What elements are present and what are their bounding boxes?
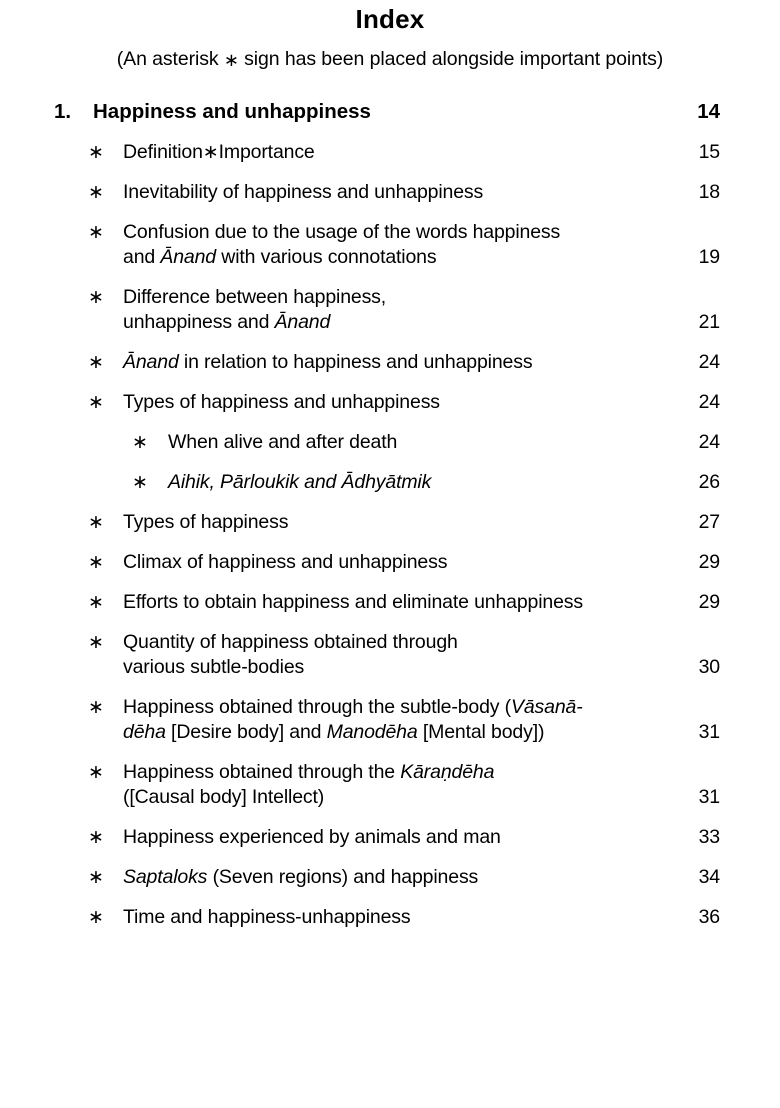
entry-line — [123, 350, 658, 375]
chapter-number: 1. — [54, 100, 72, 123]
entry-bullet-cell — [0, 825, 123, 850]
entry-bullet-cell — [0, 220, 123, 245]
entry-line: When alive and after death — [168, 431, 398, 453]
index-entry[interactable] — [0, 285, 780, 335]
index-entry[interactable] — [0, 390, 780, 415]
index-entry[interactable] — [0, 550, 780, 575]
entry-term-italic: dēha — [123, 721, 166, 743]
entry-page-number: 24 — [698, 351, 720, 373]
entry-text-segment: in relation to happiness and unhappiness — [178, 351, 533, 373]
asterisk-icon: ∗ — [88, 287, 104, 308]
entry-text — [123, 350, 664, 375]
entry-line — [123, 245, 658, 270]
entry-line — [168, 470, 658, 495]
asterisk-icon: ∗ — [88, 762, 104, 783]
entry-page-number: 34 — [698, 866, 720, 888]
index-entry-list — [0, 140, 780, 930]
entry-page-number: 31 — [698, 786, 720, 808]
page-title: Index — [355, 4, 425, 34]
entry-term-italic: Aihik, Pārloukik and Ādhyātmik — [168, 471, 432, 493]
entry-page-number: 24 — [698, 391, 720, 413]
index-entry[interactable] — [0, 430, 780, 455]
entry-text-segment: and — [123, 246, 161, 268]
entry-page-number: 31 — [698, 721, 720, 743]
entry-line: Happiness experienced by animals and man — [123, 826, 501, 848]
entry-text — [123, 590, 686, 615]
entry-bullet-cell — [0, 180, 123, 205]
entry-line — [123, 310, 658, 335]
entry-text-segment: ([Causal body] Intellect) — [123, 786, 325, 808]
page-subtitle — [0, 34, 780, 72]
asterisk-icon: ∗ — [88, 697, 104, 718]
chapter-heading[interactable] — [0, 99, 780, 125]
entry-bullet-cell — [0, 140, 123, 165]
entry-term-italic: Vāsanā- — [511, 696, 583, 718]
entry-line — [123, 865, 658, 890]
entry-term-italic: Ānand — [274, 311, 331, 333]
entry-text — [123, 140, 664, 165]
entry-line: various subtle-bodies — [123, 656, 305, 678]
asterisk-icon: ∗ — [88, 182, 104, 203]
entry-text — [123, 905, 664, 930]
entry-text — [123, 390, 664, 415]
entry-term-italic: Saptaloks — [123, 866, 208, 888]
asterisk-icon: ∗ — [88, 632, 104, 653]
index-entry[interactable] — [0, 760, 780, 810]
index-entry[interactable] — [0, 180, 780, 205]
entry-page-number: 30 — [698, 656, 720, 678]
entry-text — [123, 695, 664, 745]
entry-page-number: 18 — [698, 181, 720, 203]
entry-text-segment: Happiness obtained through the subtle-body ( — [123, 696, 511, 718]
entry-page-number: 15 — [698, 141, 720, 163]
asterisk-icon: ∗ — [88, 552, 104, 573]
entry-page-number: 27 — [698, 511, 720, 533]
asterisk-icon: ∗ — [88, 352, 104, 373]
entry-subitem-b: Importance — [218, 141, 315, 163]
entry-line: Climax of happiness and unhappiness — [123, 551, 448, 573]
entry-line: Efforts to obtain happiness and eliminate unhappiness — [123, 591, 584, 613]
entry-bullet-cell — [0, 510, 123, 535]
entry-text — [123, 510, 664, 535]
subtitle-text-before: (An asterisk — [116, 48, 224, 70]
entry-text-segment: unhappiness and — [123, 311, 275, 333]
entry-page-number: 29 — [698, 591, 720, 613]
index-entry[interactable] — [0, 140, 780, 165]
entry-page-number: 19 — [698, 246, 720, 268]
asterisk-icon: ∗ — [132, 472, 148, 493]
asterisk-icon: ∗ — [88, 222, 104, 243]
entry-bullet-cell — [0, 760, 123, 785]
entry-page-number: 33 — [698, 826, 720, 848]
entry-page-number: 36 — [698, 906, 720, 928]
entry-text-segment: Difference between happiness, — [123, 286, 387, 308]
asterisk-icon: ∗ — [202, 142, 219, 163]
asterisk-icon: ∗ — [223, 50, 239, 70]
entry-text-segment: (Seven regions) and happiness — [207, 866, 479, 888]
index-entry[interactable] — [0, 905, 780, 930]
entry-bullet-cell — [0, 285, 123, 310]
index-entry[interactable] — [0, 470, 780, 495]
entry-bullet-cell — [0, 430, 168, 455]
index-entry[interactable] — [0, 695, 780, 745]
entry-text-segment: Happiness obtained through the — [123, 761, 401, 783]
index-entry[interactable] — [0, 630, 780, 680]
index-entry[interactable] — [0, 510, 780, 535]
entry-bullet-cell — [0, 390, 123, 415]
entry-term-italic: Kāraṇdēha — [400, 761, 495, 783]
entry-text — [123, 180, 664, 205]
entry-line: Types of happiness — [123, 511, 289, 533]
asterisk-icon: ∗ — [88, 907, 104, 928]
entry-line: Inevitability of happiness and unhappiness — [123, 181, 484, 203]
asterisk-icon: ∗ — [132, 432, 148, 453]
asterisk-icon: ∗ — [88, 142, 104, 163]
index-entry[interactable] — [0, 825, 780, 850]
entry-bullet-cell — [0, 905, 123, 930]
entry-bullet-cell — [0, 630, 123, 655]
entry-bullet-cell — [0, 470, 168, 495]
entry-line — [123, 140, 658, 165]
entry-text — [123, 825, 664, 850]
entry-line: Types of happiness and unhappiness — [123, 391, 440, 413]
entry-bullet-cell — [0, 550, 123, 575]
entry-term-italic: Manodēha — [326, 721, 418, 743]
entry-page-number: 26 — [698, 471, 720, 493]
chapter-page-number: 14 — [697, 100, 720, 123]
entry-page-number: 21 — [698, 311, 720, 333]
asterisk-icon: ∗ — [88, 512, 104, 533]
entry-text — [168, 470, 664, 495]
subtitle-text-after: sign has been placed alongside important points) — [238, 48, 664, 70]
entry-text-segment: [Desire body] and — [165, 721, 327, 743]
asterisk-icon: ∗ — [88, 867, 104, 888]
asterisk-icon: ∗ — [88, 392, 104, 413]
chapter-title: Happiness and unhappiness — [93, 100, 371, 123]
entry-page-number: 29 — [698, 551, 720, 573]
entry-subitem-a: Definition — [123, 141, 203, 163]
entry-text — [123, 865, 664, 890]
entry-text — [123, 550, 664, 575]
entry-line — [123, 695, 658, 720]
entry-text — [123, 220, 664, 270]
entry-line: Quantity of happiness obtained through — [123, 631, 458, 653]
entry-text — [123, 630, 664, 680]
asterisk-icon: ∗ — [88, 592, 104, 613]
entry-page-number: 24 — [698, 431, 720, 453]
entry-line — [123, 760, 658, 785]
entry-line — [123, 785, 658, 810]
index-entry[interactable] — [0, 350, 780, 375]
entry-bullet-cell — [0, 590, 123, 615]
entry-bullet-cell — [0, 865, 123, 890]
entry-line: Time and happiness-unhappiness — [123, 906, 411, 928]
entry-bullet-cell — [0, 695, 123, 720]
entry-text-segment: with various connotations — [216, 246, 437, 268]
entry-text — [123, 285, 664, 335]
entry-bullet-cell — [0, 350, 123, 375]
entry-line — [123, 285, 658, 310]
asterisk-icon: ∗ — [88, 827, 104, 848]
index-entry[interactable] — [0, 865, 780, 890]
entry-text-segment: Confusion due to the usage of the words happiness — [123, 221, 561, 243]
index-entry[interactable] — [0, 590, 780, 615]
entry-line — [123, 220, 658, 245]
entry-text — [123, 760, 664, 810]
index-entry[interactable] — [0, 220, 780, 270]
entry-term-italic: Ānand — [123, 351, 179, 373]
entry-text — [168, 430, 664, 455]
entry-line — [123, 720, 658, 745]
entry-term-italic: Ānand — [160, 246, 216, 268]
entry-text-segment: [Mental body]) — [417, 721, 545, 743]
